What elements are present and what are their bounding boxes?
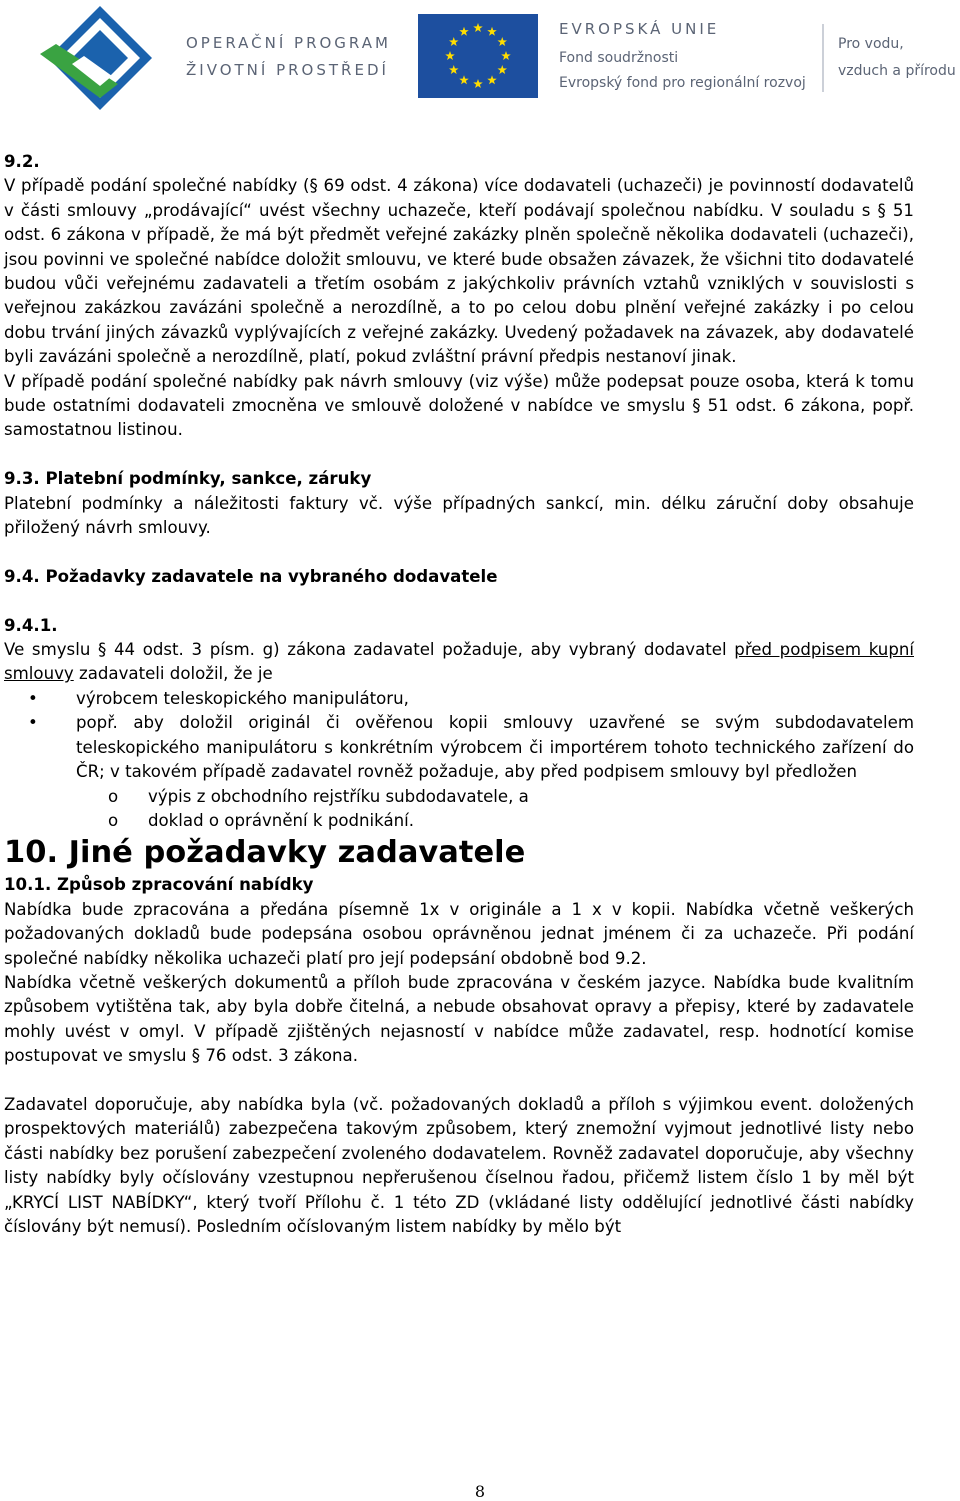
section-9-4-1-text-b: zadavateli doložil, že je [73,664,273,684]
section-9-2-paragraph-2: V případě podání společné nabídky pak návrh smlouvy (viz výše) může podepsat pouze osoba, která k tomu bude ostatními dodavateli zmocněna ve smlouvě doložené v nabídce ve smyslu § 51 odst. 6 zákona, popř. samostatnou listinou. [4,371,914,440]
section-10-1-paragraph-2: Nabídka včetně veškerých dokumentů a příloh bude zpracována v českém jazyce. Nabídka bude kvalitním způsobem vytištěna tak, aby byla dobře čitelná, a nebude obsahovat opravy a přepisy, které by zadavatele mohly uvést v omyl. V případě zjištěných nejasností v nabídce může zadavatel, resp. hodnotící komise postupovat ve smyslu § 76 odst. 3 zákona. [4,972,914,1066]
opzp-logo-icon [40,6,152,110]
section-9-4-1-number: 9.4.1. [4,615,58,635]
document-body [4,150,914,1239]
section-9-4-1-underlined: před podpisem kupní smlouvy [4,640,914,684]
eu-flag-icon [418,14,538,98]
eu-fund-line1: Fond soudržnosti [559,50,679,66]
list-item [4,711,914,833]
header-logos [0,0,960,110]
op-title-line1: OPERAČNÍ PROGRAM [186,34,391,52]
slogan-line2: vzduch a přírodu [838,63,956,79]
slogan-line1: Pro vodu, [838,36,904,52]
section-9-4-1-text-a: Ve smyslu § 44 odst. 3 písm. g) zákona zadavatel požaduje, aby vybraný dodavatel [4,640,735,660]
section-9-3-paragraph: Platební podmínky a náležitosti faktury vč. výše případných sankcí, min. délku záruční doby obsahuje přiložený návrh smlouvy. [4,493,914,538]
sub-list-item: o výpis z obchodního rejstříku subdodavatele, a [76,785,914,809]
eu-title: EVROPSKÁ UNIE [559,20,720,38]
sub-list [76,785,914,834]
sub-list-item: o doklad o oprávnění k podnikání. [76,809,914,833]
list-item-text: popř. aby doložil originál či ověřenou kopii smlouvy uzavřené se svým subdodavatelem teleskopického manipulátoru s konkrétním výrobcem či importérem tohoto technického zařízení do ČR; v takovém případě zadavatel rovněž požaduje, aby před podpisem smlouvy byl předložen [76,713,914,782]
section-9-2-paragraph-1: V případě podání společné nabídky (§ 69 odst. 4 zákona) více dodavateli (uchazeči) je povinností dodavatelů v části smlouvy „prodávající“ uvést všechny uchazeče, kteří podávají společnou nabídku. V souladu s § 51 odst. 6 zákona v případě, že má být předmět veřejné zakázky plněn společně několika dodavateli (uchazeči), jsou povinni ve společné nabídce doložit smlouvu, ve které bude obsažen závazek, že všichni tito dodavatelé budou vůči veřejnému zadavateli a třetím osobám z jakýchkoliv právních vztahů vzniklých v souvislosti s veřejnou zakázkou zavázáni společně a nerozdílně, a to po celou dobu plnění veřejné zakázky i po celou dobu trvání jiných závazků vyplývajících z veřejné zakázky. Uvedený požadavek na závazek, aby dodavatelé byli zavázáni společně a nerozdílně, platí, pokud zvláštní právní předpis nestanoví jinak. [4,176,914,367]
section-9-3-heading: 9.3. Platební podmínky, sankce, záruky [4,469,372,489]
op-title-line2: ŽIVOTNÍ PROSTŘEDÍ [186,61,389,79]
section-10-1-paragraph-1: Nabídka bude zpracována a předána písemně 1x v originále a 1 x v kopii. Nabídka včetně veškerých požadovaných dokladů bude podepsána osobou oprávněnou jednat jménem či za uchazeče. Při podání společné nabídky několika uchazeči platí pro její podepsání obdobně bod 9.2. [4,899,914,968]
section-9-2-number: 9.2. [4,152,40,171]
page-header [0,0,960,110]
section-10-1-paragraph-3: Zadavatel doporučuje, aby nabídka byla (vč. požadovaných dokladů a příloh s výjimkou event. doložených prospektových materiálů) zabezpečena takovým způsobem, který znemožní vyjmout jednotlivé listy nebo části nabídky bez porušení zabezpečení zvoleného dodavatelem. Rovněž zadavatel doporučuje, aby všechny listy nabídky byly očíslovány vzestupnou nepřerušenou číselnou řadou, přičemž listem číslo 1 by měl být „KRYCÍ LIST NABÍDKY“, který tvoří Přílohu č. 1 této ZD (vkládané listy oddělující jednotlivé části nabídky číslovány být nemusí). Posledním očíslovaným listem nabídky by mělo být [4,1094,914,1236]
requirements-list [4,687,914,833]
section-9-4-heading: 9.4. Požadavky zadavatele na vybraného dodavatele [4,566,498,586]
page-number: 8 [474,1482,486,1501]
list-item: • výrobcem teleskopického manipulátoru, [4,687,914,711]
chapter-10-heading: 10. Jiné požadavky zadavatele [4,835,526,871]
eu-fund-line2: Evropský fond pro regionální rozvoj [559,75,806,91]
section-10-1-heading: 10.1. Způsob zpracování nabídky [4,875,314,895]
section-9-4-1-paragraph [4,638,914,687]
